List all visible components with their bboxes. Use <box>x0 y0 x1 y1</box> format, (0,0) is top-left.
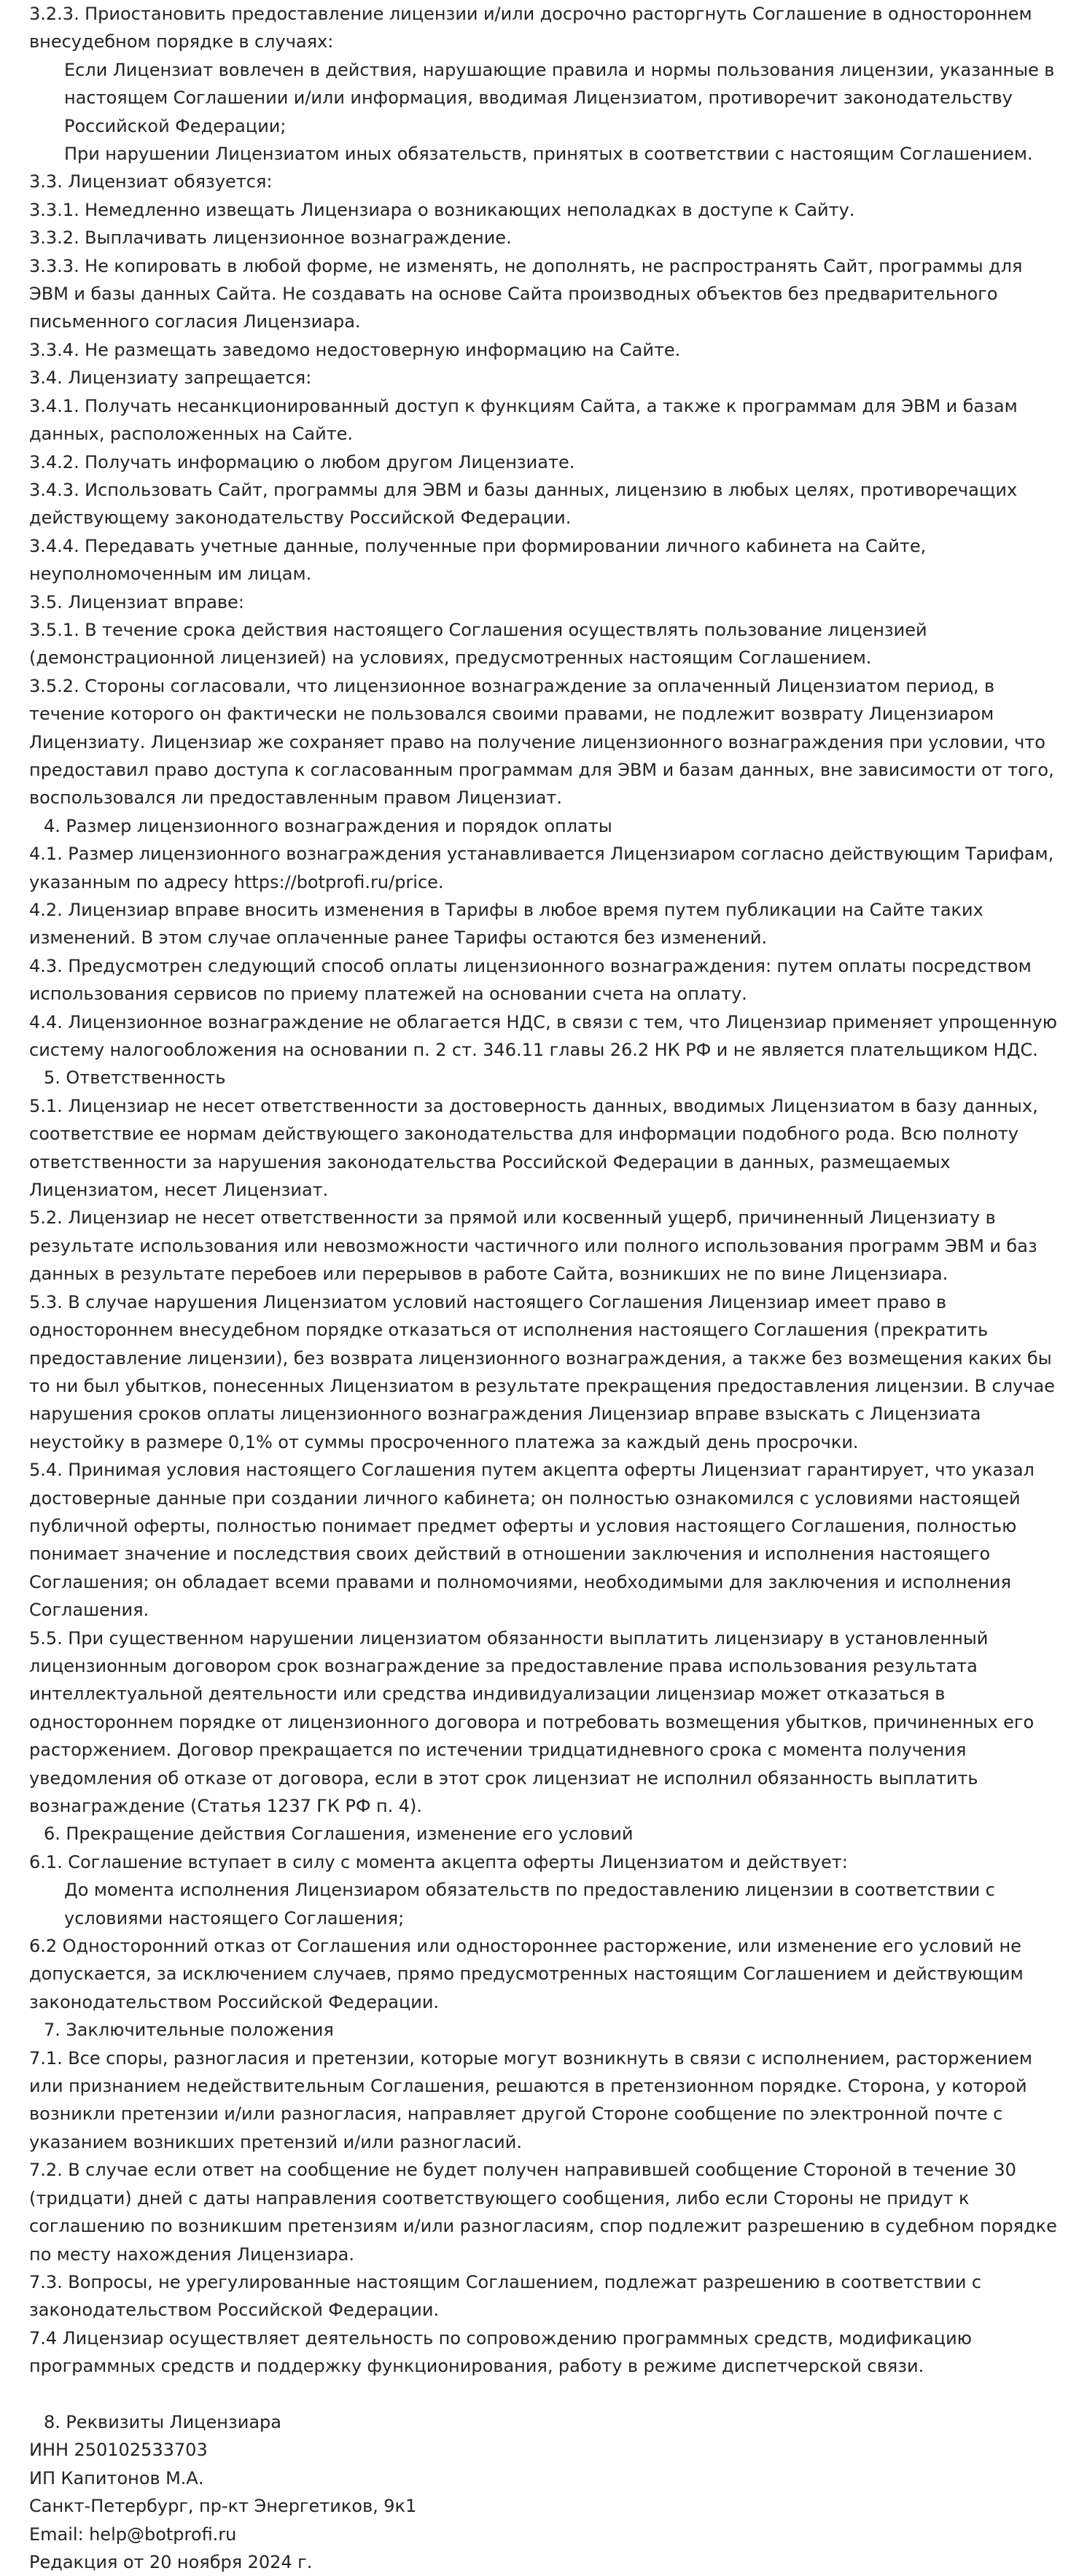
paragraph: 5.4. Принимая условия настоящего Соглашения путем акцепта оферты Лицензиат гарантирует, что указал достоверные данные при создании личного кабинета; он полностью ознакомился с условиями настоящей публичной оферты, полностью понимает предмет оферты и условия настоящего Соглашения, полностью понимает значение и последствия своих действий в отношении заключения и исполнения настоящего Соглашения; он обладает всеми правами и полномочиями, необходимыми для заключения и исполнения Соглашения. <box>29 1460 1040 1621</box>
paragraph: 7.4 Лицензиар осуществляет деятельность по сопровождению программных средств, модификацию программных средств и поддержку функционирования, работу в режиме диспетчерской связи. <box>29 2327 978 2377</box>
paragraph: Email: help@botprofi.ru <box>29 2524 237 2545</box>
paragraph: Санкт-Петербург, пр-кт Энергетиков, 9к1 <box>29 2496 417 2517</box>
paragraph: 3.5.1. В течение срока действия настоящего Соглашения осуществлять пользование лицензией (демонстрационной лицензией) на условиях, предусмотренных настоящим Соглашением. <box>29 619 933 669</box>
paragraph: 5.1. Лицензиар не несет ответственности за достоверность данных, вводимых Лицензиатом в базу данных, соответствие ее нормам действующего законодательства для информации подобного рода. Всю полноту ответственности за нарушения законодательства Российской Федерации в данных, размещаемых Лицензиатом, несет Лицензиат. <box>29 1095 1044 1201</box>
paragraph: До момента исполнения Лицензиаром обязательств по предоставлению лицензии в соответствии с условиями настоящего Соглашения; <box>64 1880 1001 1929</box>
paragraph: 3.2.3. Приостановить предоставление лицензии и/или досрочно расторгнуть Соглашение в одностороннем внесудебном порядке в случаях: <box>29 4 1038 52</box>
paragraph: 3.3.1. Немедленно извещать Лицензиара о возникающих неполадках в доступе к Сайту. <box>29 199 855 220</box>
paragraph: 3.4.4. Передавать учетные данные, полученные при формировании личного кабинета на Сайте, неуполномоченным им лицам. <box>29 535 932 585</box>
section-heading: 8. Реквизиты Лицензиара <box>44 2411 281 2432</box>
spacer <box>29 2381 1064 2408</box>
paragraph: 6.2 Односторонний отказ от Соглашения или одностороннее расторжение, или изменение его условий не допускается, за исключением случаев, прямо предусмотренных настоящим Соглашением и действующим законодательством Российской Федерации. <box>29 1936 1029 2012</box>
paragraph: 7.2. В случае если ответ на сообщение не будет получен направившей сообщение Стороной в течение 30 (тридцати) дней с даты направления соответствующего сообщения, либо если Стороны не придут к соглашению по возникшим претензиям и/или разногласиям, спор подлежит разрешению в судебном порядке по месту нахождения Лицензиара. <box>29 2160 1063 2265</box>
license-agreement-text <box>29 0 1064 2576</box>
section-heading: 6. Прекращение действия Соглашения, изменение его условий <box>44 1824 634 1845</box>
paragraph: 4.4. Лицензионное вознаграждение не облагается НДС, в связи с тем, что Лицензиар применяет упрощенную систему налогообложения на основании п. 2 ст. 346.11 главы 26.2 НК РФ и не является плательщиком НДС. <box>29 1011 1063 1061</box>
paragraph: 3.3.2. Выплачивать лицензионное вознаграждение. <box>29 227 512 249</box>
paragraph: 4.2. Лицензиар вправе вносить изменения в Тарифы в любое время путем публикации на Сайте таких изменений. В этом случае оплаченные ранее Тарифы остаются без изменений. <box>29 900 989 949</box>
paragraph: 3.3.4. Не размещать заведомо недостоверную информацию на Сайте. <box>29 339 681 360</box>
paragraph: 3.4.3. Использовать Сайт, программы для ЭВМ и базы данных, лицензию в любых целях, противоречащих действующему законодательству Российской Федерации. <box>29 479 1023 529</box>
paragraph: 3.5. Лицензиат вправе: <box>29 591 244 612</box>
section-heading: 4. Размер лицензионного вознаграждения и порядок оплаты <box>44 815 612 836</box>
section-heading: 5. Ответственность <box>44 1067 226 1089</box>
paragraph: 3.4. Лицензиату запрещается: <box>29 367 312 389</box>
paragraph: 4.3. Предусмотрен следующий способ оплаты лицензионного вознаграждения: путем оплаты посредством использования сервисов по приему платежей на основании счета на оплату. <box>29 955 1037 1005</box>
paragraph: 5.5. При существенном нарушении лицензиатом обязанности выплатить лицензиару в установленный лицензионным договором срок вознаграждение за предоставление права использования результата интеллектуальной деятельности или средства индивидуализации лицензиар может отказаться в одностороннем порядке от лицензионного договора и потребовать возмещения убытков, причиненных его расторжением. Договор прекращается по истечении тридцатидневного срока с момента получения уведомления об отказе от договора, если в этот срок лицензиат не исполнил обязанность выплатить вознаграждение (Статья 1237 ГК РФ п. 4). <box>29 1627 1040 1816</box>
paragraph: 7.1. Все споры, разногласия и претензии, которые могут возникнуть в связи с исполнением, расторжением или признанием недействительным Соглашения, решаются в претензионном порядке. Сторона, у которой возникли претензии и/или разногласия, направляет другой Стороне сообщение по электронной почте с указанием возникших претензий и/или разногласий. <box>29 2047 1038 2152</box>
paragraph: 3.4.1. Получать несанкционированный доступ к функциям Сайта, а также к программам для ЭВМ и базам данных, расположенных на Сайте. <box>29 395 1024 445</box>
paragraph: 5.2. Лицензиар не несет ответственности за прямой или косвенный ущерб, причиненный Лицензиату в результате использования или невозможности частичного или полного использования программ ЭВМ и баз данных в результате перебоев или перерывов в работе Сайта, возникших не по вине Лицензиара. <box>29 1207 1043 1285</box>
paragraph: 6.1. Соглашение вступает в силу с момента акцепта оферты Лицензиатом и действует: <box>29 1851 848 1872</box>
paragraph: 7.3. Вопросы, не урегулированные настоящим Соглашением, подлежат разрешению в соответствии с законодательством Российской Федерации. <box>29 2271 987 2321</box>
paragraph: При нарушении Лицензиатом иных обязательств, принятых в соответствии с настоящим Соглашением. <box>64 144 1033 165</box>
paragraph: 4.1. Размер лицензионного вознаграждения устанавливается Лицензиаром согласно действующим Тарифам, указанным по адресу https://botprofi.ru/price. <box>29 844 1059 892</box>
paragraph: 3.3.3. Не копировать в любой форме, не изменять, не дополнять, не распространять Сайт, программы для ЭВМ и базы данных Сайта. Не создавать на основе Сайта производных объектов без предварительного письменного согласия Лицензиара. <box>29 255 1028 332</box>
paragraph: 3.3. Лицензиат обязуется: <box>29 171 273 192</box>
paragraph: Редакция от 20 ноября 2024 г. <box>29 2551 313 2572</box>
paragraph: ИНН 250102533703 <box>29 2440 208 2461</box>
paragraph: 3.4.2. Получать информацию о любом другом Лицензиате. <box>29 451 575 472</box>
paragraph: 5.3. В случае нарушения Лицензиатом условий настоящего Соглашения Лицензиар имеет право в одностороннем внесудебном порядке отказаться от исполнения настоящего Соглашения (прекратить предоставление лицензии), без возврата лицензионного вознаграждения, а также без возмещения каких бы то ни был убытков, понесенных Лицензиатом в результате прекращения предоставления лицензии. В случае нарушения сроков оплаты лицензионного вознаграждения Лицензиар вправе взыскать с Лицензиата неустойку в размере 0,1% от суммы просроченного платежа за каждый день просрочки. <box>29 1291 1061 1452</box>
paragraph: Если Лицензиат вовлечен в действия, нарушающие правила и нормы пользования лицензии, указанные в настоящем Соглашении и/или информация, вводимая Лицензиатом, противоречит законодательству Российской Федерации; <box>64 59 1060 136</box>
section-heading: 7. Заключительные положения <box>44 2020 334 2041</box>
paragraph: 3.5.2. Стороны согласовали, что лицензионное вознаграждение за оплаченный Лицензиатом период, в течение которого он фактически не пользовался своими правами, не подлежит возврату Лицензиаром Лицензиату. Лицензиар же сохраняет право на получение лицензионного вознаграждения при условии, что предоставил право доступа к согласованным программам для ЭВМ и базам данных, вне зависимости от того, воспользовался ли предоставленным правом Лицензиат. <box>29 675 1060 809</box>
paragraph: ИП Капитонов М.А. <box>29 2467 204 2489</box>
